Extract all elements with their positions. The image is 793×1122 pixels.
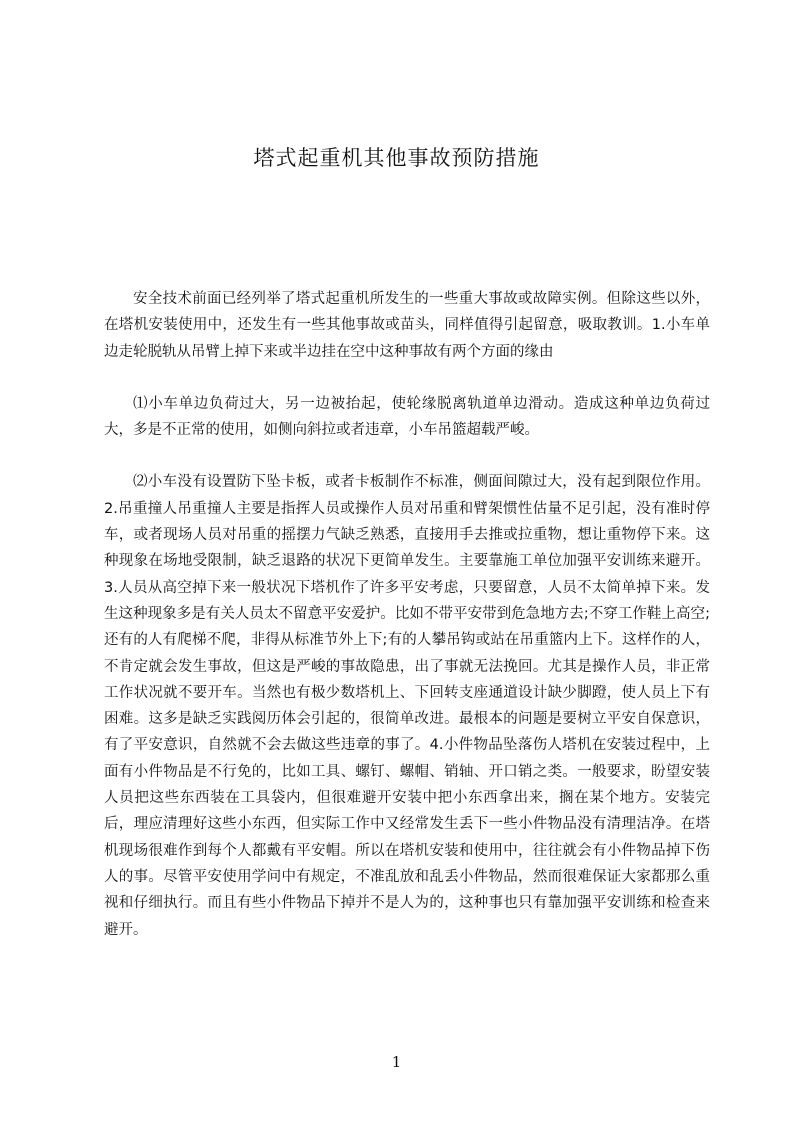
page-number: 1 (391, 1053, 402, 1071)
paragraph-cause-1: ⑴小车单边负荷过大，另一边被抬起，使轮缘脱离轨道单边滑动。造成这种单边负荷过大，多是不正常的使用，如侧向斜拉或者违章，小车吊篮超载严峻。 (104, 395, 710, 439)
paragraph-intro: 安全技术前面已经列举了塔式起重机所发生的一些重大事故或故障实例。但除这些以外，在塔机安装使用中，还发生有一些其他事故或苗头，同样值得引起留意，吸取教训。1.小车单边走轮脱轨从吊臂上掉下来或半边挂在空中这种事故有两个方面的缘由 (104, 291, 710, 360)
document-body (104, 286, 710, 969)
page-title: 塔式起重机其他事故预防措施 (253, 146, 540, 170)
paragraph-cause-2: ⑵小车没有设置防下坠卡板，或者卡板制作不标准，侧面间隙过大，没有起到限位作用。2.吊重撞人吊重撞人主要是指挥人员或操作人员对吊重和臂架惯性估量不足引起，没有准时停车，或者现场人员对吊重的摇摆力气缺乏熟悉，直接用手去推或拉重物，想让重物停下来。这种现象在场地受限制，缺乏退路的状况下更简单发生。主要靠施工单位加强平安训练来避开。3.人员从高空掉下来一般状况下塔机作了许多平安考虑，只要留意，人员不太简单掉下来。发生这种现象多是有关人员太不留意平安爱护。比如不带平安带到危急地方去;不穿工作鞋上高空;还有的人有爬梯不爬，非得从标准节外上下;有的人攀吊钩或站在吊重篮内上下。这样作的人，不肯定就会发生事故，但这是严峻的事故隐患，出了事就无法挽回。尤其是操作人员，非正常工作状况就不要开车。当然也有极少数塔机上、下回转支座通道设计缺少脚蹬，使人员上下有困难。这多是缺乏实践阅历体会引起的，很简单改进。最根本的问题是要树立平安自保意识，有了平安意识，自然就不会去做这些违章的事了。4.小件物品坠落伤人塔机在安装过程中，上面有小件物品是不行免的，比如工具、螺钉、螺帽、销轴、开口销之类。一般要求，盼望安装人员把这些东西装在工具袋内，但很难避开安装中把小东西拿出来，搁在某个地方。安装完后，理应清理好这些小东西，但实际工作中又经常发生丢下一些小件物品没有清理洁净。在塔机现场很难作到每个人都戴有平安帽。所以在塔机安装和使用中，往往就会有小件物品掉下伤人的事。尽管平安使用学问中有规定，不准乱放和乱丢小件物品，然而很难保证大家都那么重视和仔细执行。而且有些小件物品下掉并不是人为的，这种事也只有靠加强平安训练和检查来避开。 (104, 474, 710, 938)
